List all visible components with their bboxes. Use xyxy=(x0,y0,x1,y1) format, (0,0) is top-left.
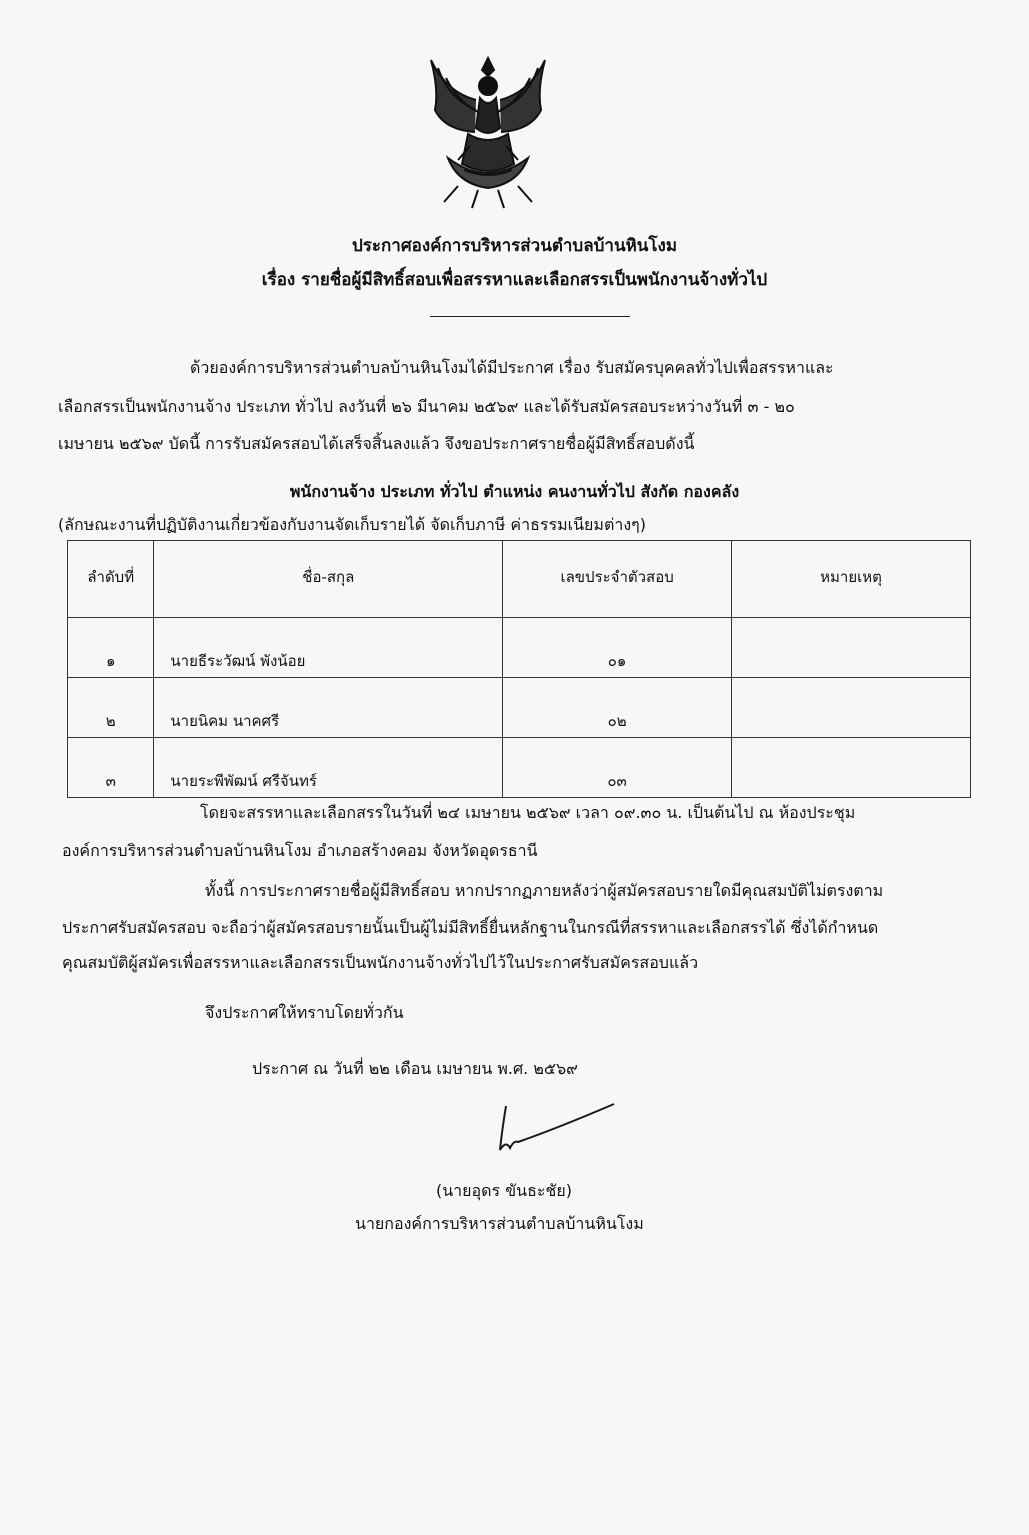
title-underline xyxy=(430,316,630,317)
table-row xyxy=(68,738,971,798)
condition-line-3: คุณสมบัติผู้สมัครเพื่อสรรหาและเลือกสรรเป็นพนักงานจ้างทั่วไปไว้ในประกาศรับสมัครสอบแล้ว xyxy=(62,953,699,972)
row-no: ๒ xyxy=(68,678,154,738)
intro-line-1: ด้วยองค์การบริหารส่วนตำบลบ้านหินโงมได้มีประกาศ เรื่อง รับสมัครบุคคลทั่วไปเพื่อสรรหาและ xyxy=(190,358,834,377)
intro-line-3: เมษายน ๒๕๖๙ บัดนี้ การรับสมัครสอบได้เสร็จสิ้นลงแล้ว จึงขอประกาศรายชื่อผู้มีสิทธิ์สอบดังนี้ xyxy=(58,434,695,453)
condition-line-2: ประกาศรับสมัครสอบ จะถือว่าผู้สมัครสอบรายนั้นเป็นผู้ไม่มีสิทธิ์ยื่นหลักฐานในกรณีที่สรรหาและเลือกสรรได้ ซึ่งได้กำหนด xyxy=(62,918,879,937)
announcement-subject: เรื่อง รายชื่อผู้มีสิทธิ์สอบเพื่อสรรหาและเลือกสรรเป็นพนักงานจ้างทั่วไป xyxy=(261,270,768,290)
signature-icon xyxy=(488,1098,618,1160)
row-note xyxy=(732,738,971,798)
row-no: ๓ xyxy=(68,738,154,798)
row-name: นายธีระวัฒน์ พังน้อย xyxy=(154,618,503,678)
closing-statement: จึงประกาศให้ทราบโดยทั่วกัน xyxy=(205,1003,404,1022)
position-heading: พนักงานจ้าง ประเภท ทั่วไป ตำแหน่ง คนงานทั่วไป สังกัด กองคลัง xyxy=(289,482,740,501)
schedule-line-2: องค์การบริหารส่วนตำบลบ้านหินโงม อำเภอสร้างคอม จังหวัดอุดรธานี xyxy=(62,841,538,860)
candidate-table xyxy=(67,540,971,798)
table-header-row xyxy=(68,541,971,618)
position-description: (ลักษณะงานที่ปฏิบัติงานเกี่ยวข้องกับงานจัดเก็บรายได้ จัดเก็บภาษี ค่าธรรมเนียมต่างๆ) xyxy=(58,515,646,534)
row-name: นายระพีพัฒน์ ศรีจันทร์ xyxy=(154,738,503,798)
intro-line-2: เลือกสรรเป็นพนักงานจ้าง ประเภท ทั่วไป ลงวันที่ ๒๖ มีนาคม ๒๕๖๙ และได้รับสมัครสอบระหว่างวันที่ ๓ - ๒๐ xyxy=(58,397,795,416)
header-no: ลำดับที่ xyxy=(68,541,154,618)
announcement-title: ประกาศองค์การบริหารส่วนตำบลบ้านหินโงม xyxy=(351,236,678,256)
signatory-title: นายกองค์การบริหารส่วนตำบลบ้านหินโงม xyxy=(355,1214,644,1233)
condition-line-1: ทั้งนี้ การประกาศรายชื่อผู้มีสิทธิ์สอบ หากปรากฏภายหลังว่าผู้สมัครสอบรายใดมีคุณสมบัติไม่ตรงตาม xyxy=(205,881,884,900)
header-exam-id: เลขประจำตัวสอบ xyxy=(503,541,732,618)
signatory-name: (นายอุดร ขันธะชัย) xyxy=(436,1181,572,1200)
row-note xyxy=(732,678,971,738)
row-exam-id: ๐๑ xyxy=(503,618,732,678)
row-exam-id: ๐๒ xyxy=(503,678,732,738)
row-exam-id: ๐๓ xyxy=(503,738,732,798)
row-no: ๑ xyxy=(68,618,154,678)
table-row xyxy=(68,678,971,738)
header-note: หมายเหตุ xyxy=(732,541,971,618)
schedule-line-1: โดยจะสรรหาและเลือกสรรในวันที่ ๒๔ เมษายน ๒๕๖๙ เวลา ๐๙.๓๐ น. เป็นต้นไป ณ ห้องประชุม xyxy=(200,803,856,822)
header-name: ชื่อ-สกุล xyxy=(154,541,503,618)
garuda-emblem-icon xyxy=(418,48,558,216)
row-note xyxy=(732,618,971,678)
table-row xyxy=(68,618,971,678)
announce-date: ประกาศ ณ วันที่ ๒๒ เดือน เมษายน พ.ศ. ๒๕๖๙ xyxy=(252,1059,578,1078)
row-name: นายนิคม นาคศรี xyxy=(154,678,503,738)
